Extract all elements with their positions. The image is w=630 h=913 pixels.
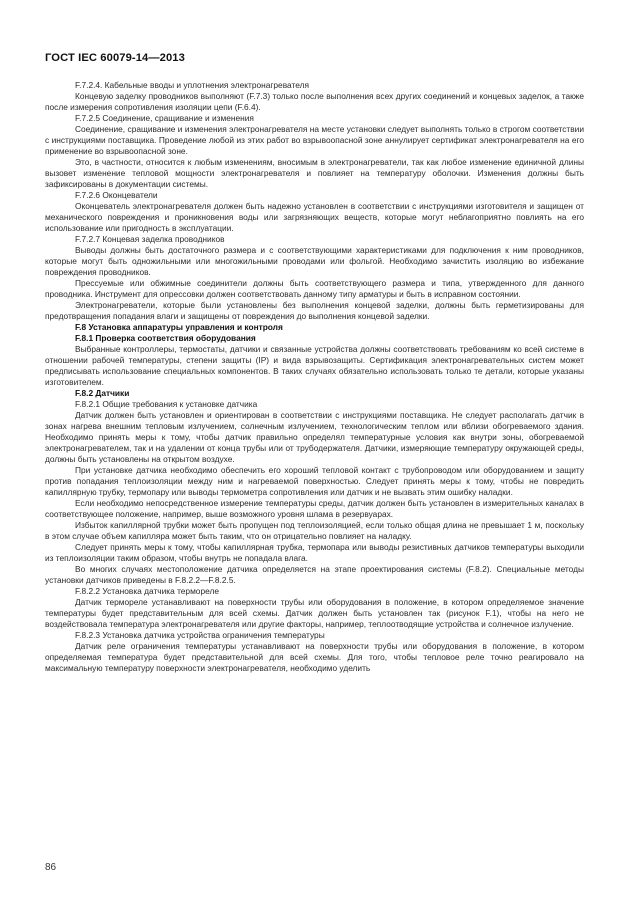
paragraph: Датчик должен быть установлен и ориентирован в соответствии с инструкциями поставщика. Не следует располагать датчик в зонах нагрева внешним тепловым излучением, солнечным излучением, технологическим теплом или вблизи обогреваемого здания. Необходимо принять меры к тому, чтобы датчик правильно определял температурные условия как внутри зоны, обогреваемой электронагревателем, так и на удалении от конца трубы или от трубодержателя. Датчики, измеряющие температуру окружающей среды, должны быть установлены на открытом воздухе. <box>45 410 584 464</box>
clause-f7-2-4-heading: F.7.2.4. Кабельные вводы и уплотнения электронагревателя <box>75 80 309 90</box>
page-number: 86 <box>45 862 57 873</box>
paragraph: Прессуемые или обжимные соединители должны быть соответствующего размера и типа, утвержденного для данного проводника. Инструмент для опрессовки должен соответствовать данному типу арматуры и быть в исправном состоянии. <box>45 278 584 299</box>
paragraph: При установке датчика необходимо обеспечить его хороший тепловой контакт с трубопроводом или оборудованием и защиту против попадания теплоизоляции между ним и нагреваемой поверхностью. Следует принять меры к тому, чтобы не повредить капиллярную трубку, термопару или выводы термометра сопротивления или датчик и не вызвать этим ошибку наладки. <box>45 465 584 497</box>
clause-f8-2-1-heading: F.8.2.1 Общие требования к установке датчика <box>75 399 258 409</box>
section-f8-1-heading: F.8.1 Проверка соответствия оборудования <box>75 333 256 343</box>
clause-f7-2-5-heading: F.7.2.5 Соединение, сращивание и изменения <box>75 113 254 123</box>
paragraph: Соединение, сращивание и изменения электронагревателя на месте установки следует выполнять только в строгом соответствии с инструкциями поставщика. Проведение любой из этих работ во взрывоопасной зоне аннулирует сертификат электронагревателя на его применение во взрывоопасной зоне. <box>45 124 584 156</box>
clause-f8-2-3-heading: F.8.2.3 Установка датчика устройства ограничения температуры <box>75 630 325 640</box>
clause-f7-2-7-heading: F.7.2.7 Концевая заделка проводников <box>75 234 225 244</box>
paragraph: Если необходимо непосредственное измерение температуры среды, датчик должен быть установлен в измерительных каналах в соответствующее положение, например, выше возможного уровня шлама в резервуарах. <box>45 498 584 519</box>
paragraph: Это, в частности, относится к любым изменениям, вносимым в электронагреватели, так как любое изменение единичной длины вызовет изменение тепловой мощности электронагревателя и повлияет на температуру оболочки. Изменения должны быть зафиксированы в документации системы. <box>45 157 584 189</box>
paragraph: Оконцеватель электронагревателя должен быть надежно установлен в соответствии с инструкциями изготовителя и защищен от механического повреждения и проникновения воды или загрязняющих веществ, которые могут неблагоприятно повлиять на его использование или пригодность в эксплуатации. <box>45 201 584 233</box>
paragraph: Концевую заделку проводников выполняют (F.7.3) только после выполнения всех других соединений и концевых заделок, а также после измерения сопротивления изоляции цепи (F.6.4). <box>45 91 584 112</box>
paragraph: Датчик термореле устанавливают на поверхности трубы или оборудования в положение, в котором определяемое значение температуры будет представительным для всей схемы. Датчик должен быть установлен так (рисунок F.1), чтобы на него не воздействовала температура электронагревателя или другие факторы, например, теплоотводящие устройства и солнечное излучение. <box>45 597 584 629</box>
body-text <box>45 80 584 674</box>
section-f8-2-heading: F.8.2 Датчики <box>75 388 130 398</box>
document-header-title: ГОСТ IEC 60079-14—2013 <box>45 52 185 64</box>
paragraph: Избыток капиллярной трубки может быть пропущен под теплоизоляцией, если только общая длина не превышает 1 м, поскольку в этом случае объем капилляра может быть таким, что он отрицательно повлияет на наладку. <box>45 520 584 541</box>
clause-f8-2-2-heading: F.8.2.2 Установка датчика термореле <box>75 586 219 596</box>
paragraph: Датчик реле ограничения температуры устанавливают на поверхности трубы или оборудования в положение, в котором определяемая температура будет представительной для всей схемы. Для того, чтобы тепловое реле точно реагировало на максимальную температуру поверхности электронагревателя, необходимо уделить <box>45 641 584 673</box>
paragraph: Электронагреватели, которые были установлены без выполнения концевой заделки, должны быть герметизированы для предотвращения попадания влаги и защищены от повреждения до выполнения концевой заделки. <box>45 300 584 321</box>
paragraph: Следует принять меры к тому, чтобы капиллярная трубка, термопара или выводы резистивных датчиков температуры выходили из теплоизоляции таким образом, чтобы внутрь не попадала влага. <box>45 542 584 563</box>
paragraph: Выводы должны быть достаточного размера и с соответствующими характеристиками для подключения к ним проводников, которые могут быть одножильными или многожильными проводами или фольгой. Необходимо зачистить изоляцию во избежание повреждения проводников. <box>45 245 584 277</box>
clause-f7-2-6-heading: F.7.2.6 Оконцеватели <box>75 190 158 200</box>
paragraph: Во многих случаях местоположение датчика определяется на этапе проектирования системы (F.8.2). Специальные методы установки датчиков приведены в F.8.2.2—F.8.2.5. <box>45 564 584 585</box>
section-f8-heading: F.8 Установка аппаратуры управления и контроля <box>75 322 283 332</box>
paragraph: Выбранные контроллеры, термостаты, датчики и связанные устройства должны соответствовать требованиям ко всей системе в отношении рабочей температуры, степени защиты (IP) и вида взрывозащиты. Сертификация электронагревательных систем может предписывать использование специальных компонентов. В таких случаях обязательно использовать только те детали, которые указаны изготовителем. <box>45 344 584 387</box>
